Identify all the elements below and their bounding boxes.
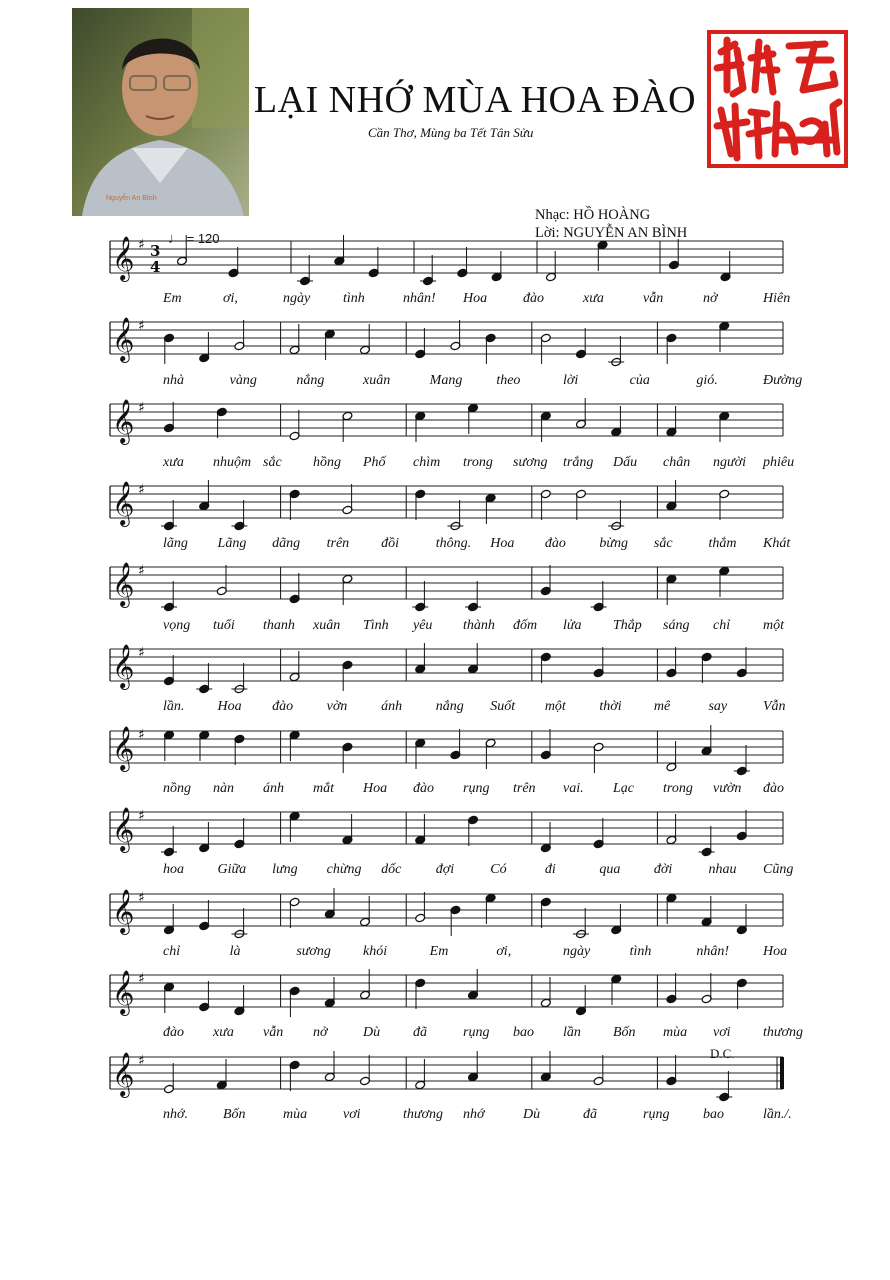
sharp-icon: ♯ (138, 890, 145, 906)
sharp-icon: ♯ (138, 971, 145, 987)
lyric-word: khói (363, 944, 388, 959)
lyric-word: Hoa (217, 699, 242, 714)
lyric-word: ánh (263, 781, 284, 796)
lyric-word: người (713, 455, 746, 470)
lyric-word: thông. (435, 536, 472, 551)
lyric-word: Suốt (490, 699, 516, 714)
lyric-word: sương (513, 455, 548, 470)
lyric-word: nhuộm (213, 455, 252, 470)
lyric-word: sắc (653, 536, 673, 551)
lyric-word: vờn (326, 699, 348, 714)
lyric-word: Lạc (613, 781, 634, 796)
lyric-word: đào (413, 781, 434, 796)
lyric-word: nhớ (463, 1107, 485, 1122)
lyric-word: đào (163, 1025, 184, 1040)
lyric-word: thắm (708, 536, 737, 551)
lyric-word: mùa (283, 1107, 308, 1122)
sharp-icon: ♯ (138, 727, 145, 743)
lyric-word: một (544, 699, 566, 714)
lyric-word: thời (599, 699, 622, 714)
photo-caption: Nguyễn An Bình (106, 195, 157, 202)
lyric-word: trong (463, 455, 493, 470)
lyric-word: sắc (263, 455, 282, 470)
lyric-word: lưng (272, 862, 298, 877)
lyric-word: chìm (413, 455, 441, 470)
treble-clef-icon: 𝄞 (112, 726, 135, 770)
lyric-word: nhau (708, 862, 737, 877)
lyric-word: mắt (313, 781, 334, 796)
treble-clef-icon: 𝄞 (112, 970, 135, 1014)
lyric-word: vọng (163, 618, 191, 633)
sharp-icon: ♯ (138, 645, 145, 661)
lyric-word: đời (653, 862, 673, 877)
lyric-word: ơi, (223, 291, 238, 306)
lyric-word: sương (296, 944, 331, 959)
sharp-icon: ♯ (138, 563, 145, 579)
song-title: LẠI NHỚ MÙA HOA ĐÀO (253, 79, 697, 121)
lyric-word: đã (413, 1025, 427, 1040)
lyric-word: qua (599, 862, 621, 877)
lyric-word: gió. (696, 373, 718, 388)
lyric-word: Hiên (763, 291, 791, 306)
lyric-word: nhà (163, 373, 184, 388)
lyric-word: nhân! (403, 291, 436, 306)
lyric-word: bao (513, 1025, 534, 1040)
lyric-word: thanh (263, 618, 295, 633)
lyric-word: ánh (381, 699, 403, 714)
lyric-word: Khát (763, 536, 791, 551)
lyric-word: say (708, 699, 728, 714)
lyric-word: hoa (163, 862, 184, 877)
lyric-word: Bốn (613, 1025, 636, 1040)
lyric-word: nhớ. (163, 1107, 188, 1122)
lyric-word: Lãng (217, 536, 247, 551)
lyric-word: ngày (283, 291, 311, 306)
lyric-word: sáng (663, 618, 690, 633)
lyric-word: rụng (463, 781, 490, 796)
lyric-word: bao (703, 1107, 724, 1122)
lyric-word: nàn (213, 781, 234, 796)
lyric-word: chỉ (713, 618, 731, 633)
lyric-word: Giữa (217, 862, 247, 877)
lyric-word: Đường (763, 373, 803, 388)
lyric-word: là (229, 944, 241, 959)
lyric-word: Hoa (490, 536, 515, 551)
treble-clef-icon: 𝄞 (112, 317, 135, 361)
lyric-word: Có (490, 862, 507, 877)
lyric-word: chân (663, 455, 691, 470)
lyric-word: một (763, 618, 784, 633)
lyric-word: tuổi (213, 618, 235, 633)
lyric-word: thương (763, 1025, 803, 1040)
lyric-word: vẫn (263, 1025, 284, 1040)
music-credit: Nhạc: HỒ HOÀNG (535, 207, 651, 223)
lyric-word: trắng (563, 455, 594, 470)
lyric-word: lãng (163, 536, 188, 551)
lyric-word: mùa (663, 1025, 688, 1040)
treble-clef-icon: 𝄞 (112, 889, 135, 933)
lyric-word: dãng (272, 536, 301, 551)
lyric-word: Mang (429, 373, 463, 388)
treble-clef-icon: 𝄞 (112, 236, 135, 280)
lyric-word: đồi (381, 536, 400, 551)
lyric-word: đào (544, 536, 566, 551)
lyric-word: Dấu (613, 455, 638, 470)
lyrics-credit: Lời: NGUYỄN AN BÌNH (535, 225, 688, 241)
lyric-word: Hoa (363, 781, 388, 796)
sharp-icon: ♯ (138, 482, 145, 498)
lyric-word: xuân (363, 373, 391, 388)
lyric-word: ơi, (496, 944, 512, 959)
lyric-word: của (629, 373, 650, 388)
lyric-word: nắng (296, 373, 325, 388)
lyric-word: xưa (213, 1025, 234, 1040)
lyric-word: nở (703, 291, 718, 306)
tempo-text: = 120 (186, 231, 220, 246)
lyric-word: Dù (363, 1025, 381, 1040)
lyric-word: đào (763, 781, 784, 796)
lyric-word: theo (496, 373, 521, 388)
lyric-word: trong (663, 781, 693, 796)
lyric-word: phiêu (763, 455, 795, 470)
lyric-word: lần. (163, 699, 185, 714)
treble-clef-icon: 𝄞 (112, 399, 135, 443)
lyric-word: mê (653, 699, 671, 714)
lyric-word: tình (629, 944, 652, 959)
lyric-word: nắng (435, 699, 464, 714)
lyric-word: Hoa (463, 291, 488, 306)
lyric-word: trên (326, 536, 350, 551)
lyric-word: nhân! (696, 944, 729, 959)
lyric-word: Dù (523, 1107, 541, 1122)
treble-clef-icon: 𝄞 (112, 481, 135, 525)
lyric-word: vườn (713, 781, 742, 796)
lyric-word: Tình (363, 618, 389, 633)
lyric-word: lời (563, 373, 579, 388)
lyric-word: Phố (363, 455, 386, 470)
lyric-word: đào (272, 699, 294, 714)
lyric-word: Em (429, 944, 449, 959)
time-signature-top: 3 (150, 242, 161, 260)
lyric-word: vai. (563, 781, 584, 796)
lyric-word: thành (463, 618, 495, 633)
sharp-icon: ♯ (138, 808, 145, 824)
final-barline-thick (780, 1057, 784, 1089)
lyric-word: thương (403, 1107, 443, 1122)
sharp-icon: ♯ (138, 237, 145, 253)
treble-clef-icon: 𝄞 (112, 807, 135, 851)
lyric-word: vàng (229, 373, 257, 388)
lyric-word: đào (523, 291, 544, 306)
lyric-word: Em (163, 291, 182, 306)
lyric-word: lần (563, 1025, 581, 1040)
lyric-word: Hoa (763, 944, 788, 959)
lyric-word: Bốn (223, 1107, 246, 1122)
lyric-word: Thắp (613, 618, 642, 633)
quarter-note-icon: ♩ (168, 230, 183, 247)
lyric-word: vơi (713, 1025, 731, 1040)
treble-clef-icon: 𝄞 (112, 562, 135, 606)
lyric-word: lửa (563, 618, 582, 633)
treble-clef-icon: 𝄞 (112, 644, 135, 688)
sharp-icon: ♯ (138, 318, 145, 334)
lyric-word: rụng (463, 1025, 490, 1040)
lyric-word: tình (343, 291, 365, 306)
lyric-word: xưa (583, 291, 604, 306)
lyric-word: bừng (599, 536, 628, 551)
da-capo-mark: D.C. (710, 1046, 735, 1061)
time-signature-bottom: 4 (150, 258, 161, 276)
lyric-word: xuân (313, 618, 341, 633)
lyric-word: rụng (643, 1107, 670, 1122)
lyric-word: đã (583, 1107, 597, 1122)
lyric-word: nồng (163, 781, 191, 796)
lyric-word: yêu (413, 618, 433, 633)
lyric-word: chừng (326, 862, 362, 877)
lyric-word: đợi (435, 862, 455, 877)
lyric-word: ngày (563, 944, 591, 959)
lyric-word: hồng (313, 455, 341, 470)
lyric-word: đi (544, 862, 556, 877)
lyric-word: lần./. (763, 1107, 792, 1122)
lyric-word: trên (513, 781, 536, 796)
lyric-word: đốm (513, 618, 538, 633)
lyric-word: Cũng (763, 862, 794, 877)
lyric-word: nở (313, 1025, 328, 1040)
lyric-word: chỉ (163, 944, 181, 959)
lyric-word: dốc (381, 862, 402, 877)
lyric-word: vơi (343, 1107, 361, 1122)
lyric-word: vẫn (643, 291, 664, 306)
song-subtitle: Cần Thơ, Mùng ba Tết Tân Sửu (368, 125, 534, 140)
sharp-icon: ♯ (138, 400, 145, 416)
lyric-word: xưa (163, 455, 184, 470)
lyric-word: Vẫn (763, 699, 786, 714)
sharp-icon: ♯ (138, 1053, 145, 1069)
treble-clef-icon: 𝄞 (112, 1052, 135, 1096)
